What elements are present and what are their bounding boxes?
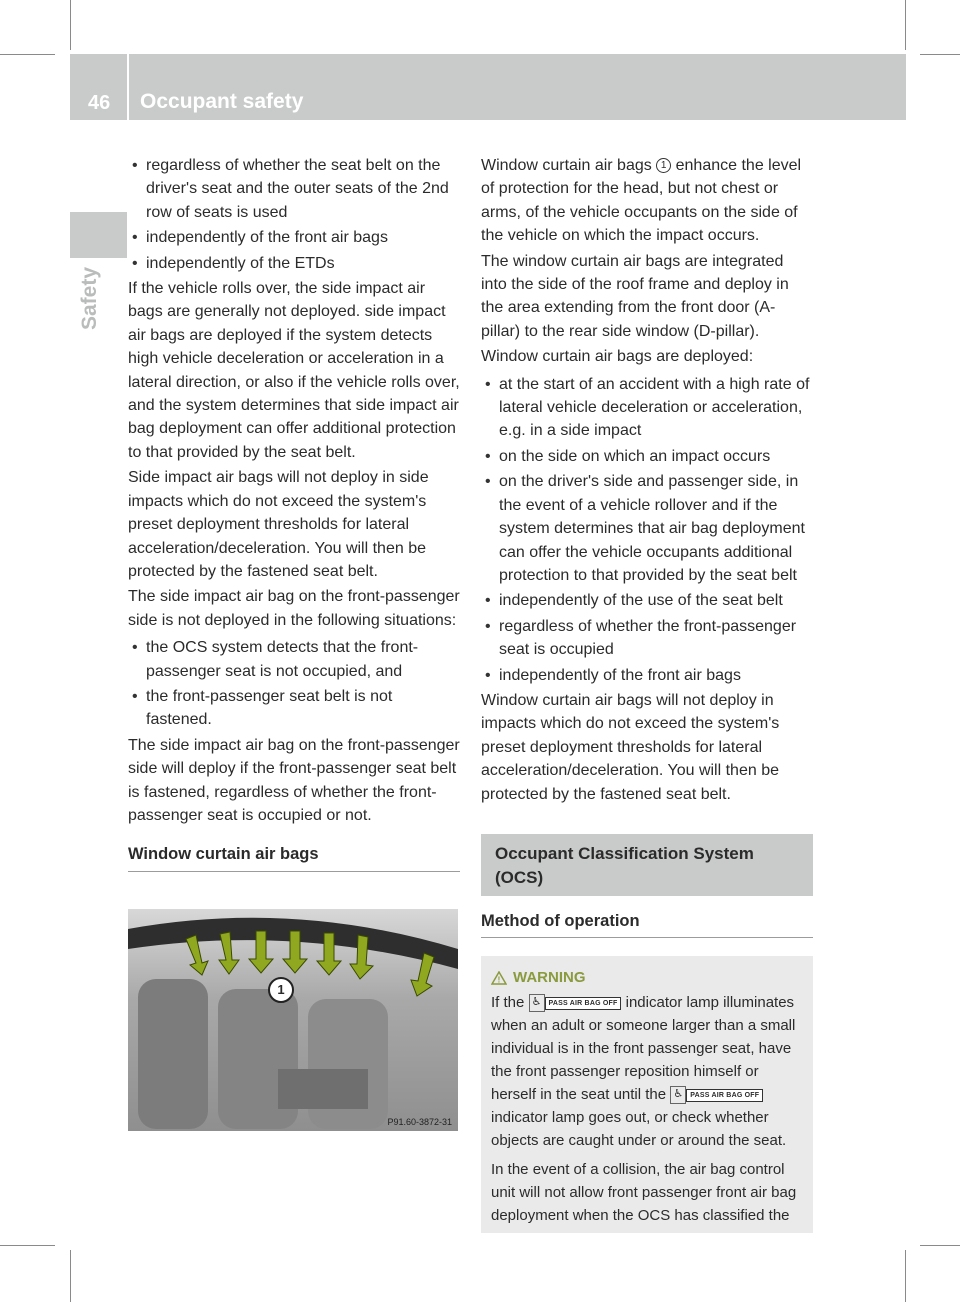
page-number: 46 bbox=[88, 92, 111, 114]
paragraph: The side impact air bag on the front-passenger side is not deployed in the following situations: bbox=[128, 588, 460, 629]
paragraph bbox=[481, 154, 813, 248]
left-column bbox=[128, 154, 460, 872]
crop-mark bbox=[70, 0, 71, 50]
pass-airbag-off-indicator: PASS AIR BAG OFF bbox=[686, 1089, 763, 1102]
right-column bbox=[481, 154, 813, 1233]
center-console bbox=[278, 1069, 368, 1109]
crop-mark bbox=[0, 54, 55, 55]
text: Window curtain air bags bbox=[481, 157, 657, 174]
down-arrow-icon bbox=[411, 953, 434, 996]
car-interior-illustration bbox=[128, 909, 458, 1131]
paragraph: The side impact air bag on the front-passenger side will deploy if the front-passenger seat belt is fastened, regardless of whether the front-passenger seat is occupied or not. bbox=[128, 736, 460, 824]
paragraph: Side impact air bags will not deploy in side impacts which do not exceed the system's preset deployment thresholds for lateral acceleration/deceleration. You will then be protected by the fastened seat belt. bbox=[128, 469, 429, 580]
svg-text:!: ! bbox=[497, 975, 501, 985]
figure-callout: 1 bbox=[268, 977, 294, 1003]
section-heading: Window curtain air bags bbox=[128, 843, 460, 871]
crop-mark bbox=[920, 54, 960, 55]
page-title: Occupant safety bbox=[140, 90, 304, 113]
side-tab-label: Safety bbox=[78, 266, 101, 330]
list-item: • independently of the use of the seat belt bbox=[481, 589, 813, 612]
paragraph: The window curtain air bags are integrated into the side of the roof frame and deploy in the area extending from the front door (A-pillar) to the rear side window (D-pillar). bbox=[481, 252, 789, 340]
list-item: • the OCS system detects that the front-passenger seat is not occupied, and bbox=[128, 636, 460, 683]
text: indicator lamp illuminates when an adult or someone larger than a small individual is in the front passenger seat, have the front passenger reposition himself or herself in the seat until the bbox=[491, 994, 796, 1104]
list-item: • on the side on which an impact occurs bbox=[481, 445, 813, 468]
crop-mark bbox=[905, 1250, 906, 1302]
child-seat-icon: ♿ bbox=[529, 994, 545, 1012]
child-seat-icon: ♿ bbox=[670, 1086, 686, 1104]
crop-mark bbox=[905, 0, 906, 50]
header-divider bbox=[127, 54, 129, 120]
text: enhance the level of protection for the head, but not chest or arms, of the vehicle occupants on the side of the vehicle on which the impact occurs. bbox=[481, 157, 802, 245]
list-item: • independently of the ETDs bbox=[128, 252, 460, 275]
section-heading-ocs: Occupant Classification System (OCS) bbox=[481, 834, 813, 896]
paragraph: Window curtain air bags will not deploy in impacts which do not exceed the system's preset deployment thresholds for lateral acceleration/deceleration. You will then be protected by the fastened seat belt. bbox=[481, 691, 780, 803]
seat-shape bbox=[138, 979, 208, 1129]
paragraph: If the vehicle rolls over, the side impact air bags are generally not deployed. side impact air bags are deployed if the system detects high vehicle deceleration or acceleration in a lateral direction, or also if the vehicle rolls over, and the system determines that side impact air bag deployment can offer additional protection to that provided by the seat belt. bbox=[128, 280, 460, 461]
list-item: • independently of the front air bags bbox=[481, 664, 813, 687]
curtain-airbag-figure bbox=[128, 909, 458, 1131]
warning-paragraph: In the event of a collision, the air bag control unit will not allow front passenger front air bag deployment when the OCS has classified the bbox=[491, 1161, 797, 1225]
text: indicator lamp goes out, or check whether objects are caught under or around the seat. bbox=[491, 1109, 787, 1150]
list-item: • on the driver's side and passenger side, in the event of a vehicle rollover and if the system determines that air bag deployment can offer the vehicle occupants additional protection to that provided by the seat belt bbox=[481, 470, 813, 587]
list-item: • regardless of whether the front-passenger seat is occupied bbox=[481, 615, 813, 662]
callout-1-icon: 1 bbox=[656, 158, 671, 173]
paragraph: Window curtain air bags are deployed: bbox=[481, 348, 754, 366]
side-tab-block bbox=[70, 212, 127, 258]
crop-mark bbox=[0, 1245, 55, 1246]
warning-title-text: WARNING bbox=[513, 969, 586, 987]
list-item: • the front-passenger seat belt is not fastened. bbox=[128, 685, 460, 732]
figure-code: P91.60-3872-31 bbox=[387, 1117, 452, 1127]
warning-title bbox=[491, 966, 803, 989]
sub-heading: Method of operation bbox=[481, 910, 813, 938]
pass-airbag-off-indicator: PASS AIR BAG OFF bbox=[545, 997, 622, 1010]
text: If the bbox=[491, 994, 529, 1012]
seat-shape bbox=[308, 999, 388, 1129]
crop-mark bbox=[70, 1250, 71, 1302]
list-item: • regardless of whether the seat belt on the driver's seat and the outer seats of the 2nd row of seats is used bbox=[128, 154, 460, 224]
crop-mark bbox=[920, 1245, 960, 1246]
warning-triangle-icon bbox=[491, 971, 507, 985]
warning-paragraph bbox=[491, 991, 803, 1152]
list-item: • independently of the front air bags bbox=[128, 226, 460, 249]
list-item: • at the start of an accident with a high rate of lateral vehicle deceleration or acceleration, e.g. in a side impact bbox=[481, 373, 813, 443]
warning-box bbox=[481, 956, 813, 1233]
